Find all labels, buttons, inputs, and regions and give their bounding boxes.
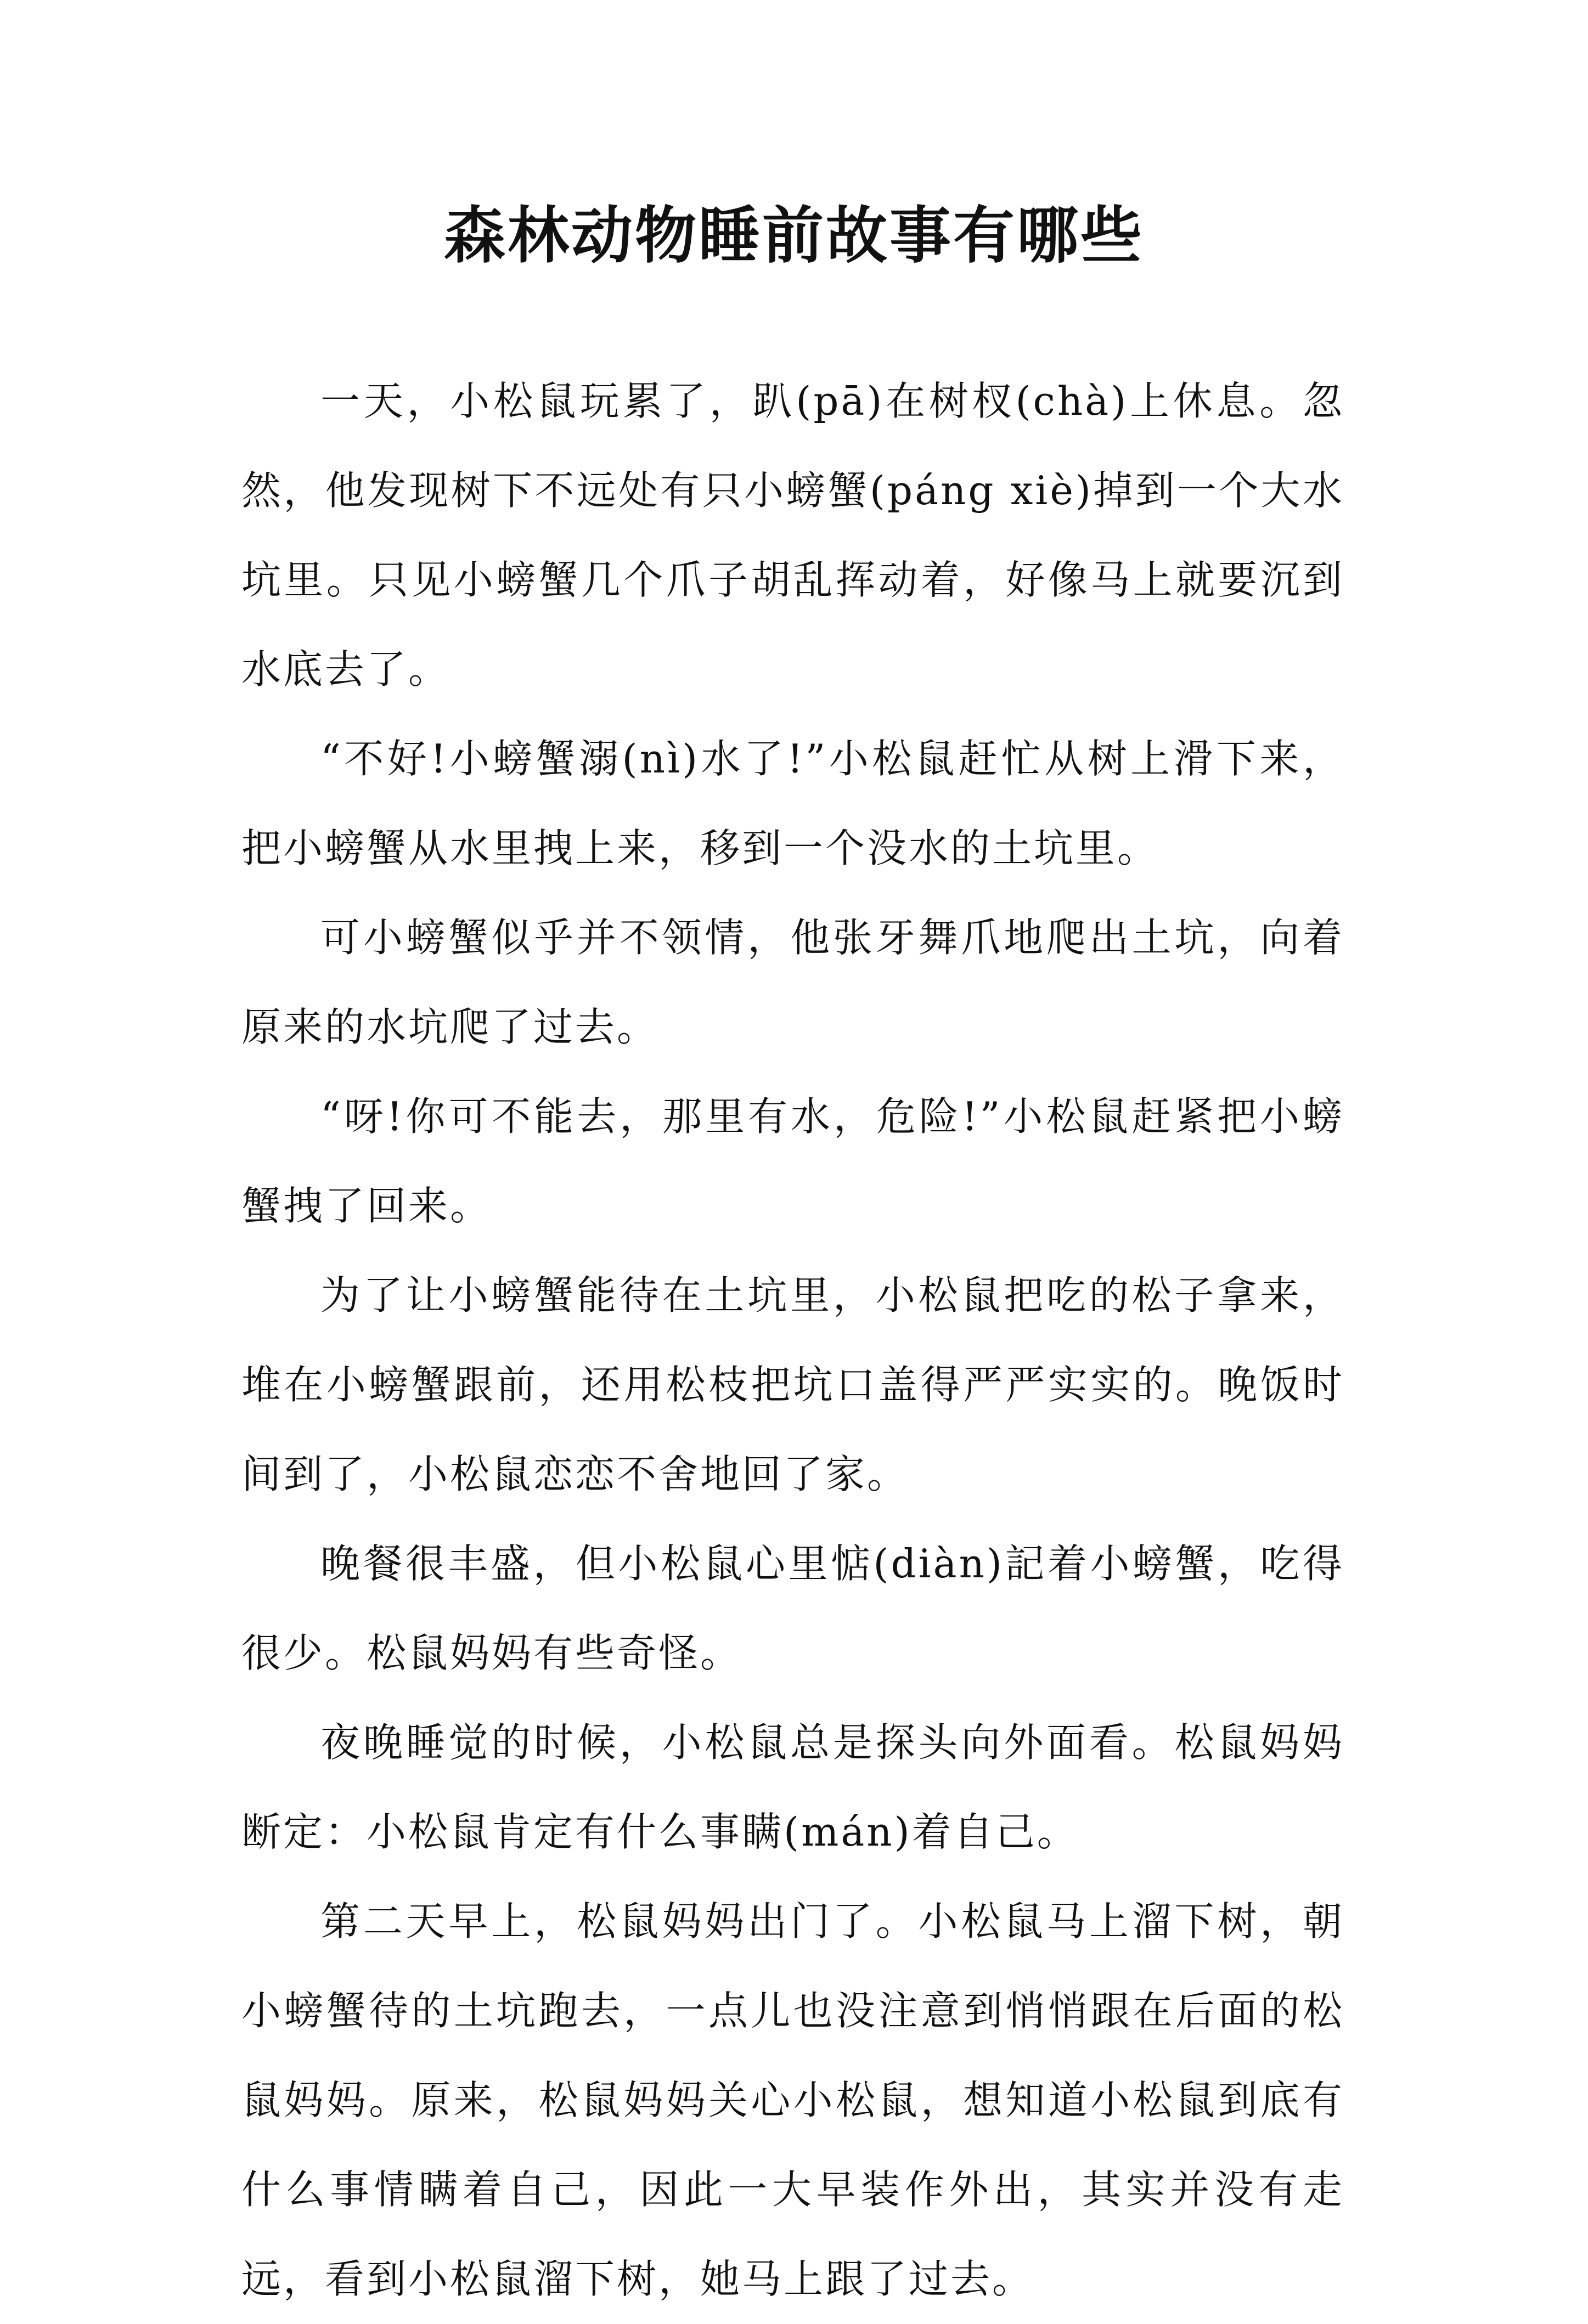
story-body — [241, 357, 1344, 2324]
paragraph: 可小螃蟹似乎并不领情，他张牙舞爪地爬出土坑，向着原来的水坑爬了过去。 — [241, 915, 1344, 1050]
paragraph: 晚餐很丰盛，但小松鼠心里惦(diàn)記着小螃蟹，吃得很少。松鼠妈妈有些奇怪。 — [241, 1541, 1344, 1676]
paragraph: “不好!小螃蟹溺(nì)水了!”小松鼠赶忙从树上滑下来，把小螃蟹从水里拽上来，移到一个没水的土坑里。 — [241, 736, 1344, 871]
paragraph: 为了让小螃蟹能待在土坑里，小松鼠把吃的松子拿来，堆在小螃蟹跟前，还用松枝把坑口盖得严严实实的。晚饭时间到了，小松鼠恋恋不舍地回了家。 — [241, 1272, 1344, 1497]
document-title: 森林动物睡前故事有哪些 — [444, 200, 1144, 272]
paragraph: 第二天早上，松鼠妈妈出门了。小松鼠马上溜下树，朝小螃蟹待的土坑跑去，一点儿也没注意到悄悄跟在后面的松鼠妈妈。原来，松鼠妈妈关心小松鼠，想知道小松鼠到底有什么事情瞒着自己，因此一大早装作外出，其实并没有走远，看到小松鼠溜下树，她马上跟了过去。 — [241, 1898, 1344, 2302]
paragraph: 一天，小松鼠玩累了，趴(pā)在树杈(chà)上休息。忽然，他发现树下不远处有只小螃蟹(páng xiè)掉到一个大水坑里。只见小螃蟹几个爪子胡乱挥动着，好像马上就要沉到水底去了。 — [241, 378, 1344, 692]
paragraph: 夜晚睡觉的时候，小松鼠总是探头向外面看。松鼠妈妈断定：小松鼠肯定有什么事瞒(mán)着自己。 — [241, 1719, 1344, 1855]
paragraph: “呀!你可不能去，那里有水，危险!”小松鼠赶紧把小螃蟹拽了回来。 — [241, 1093, 1344, 1229]
